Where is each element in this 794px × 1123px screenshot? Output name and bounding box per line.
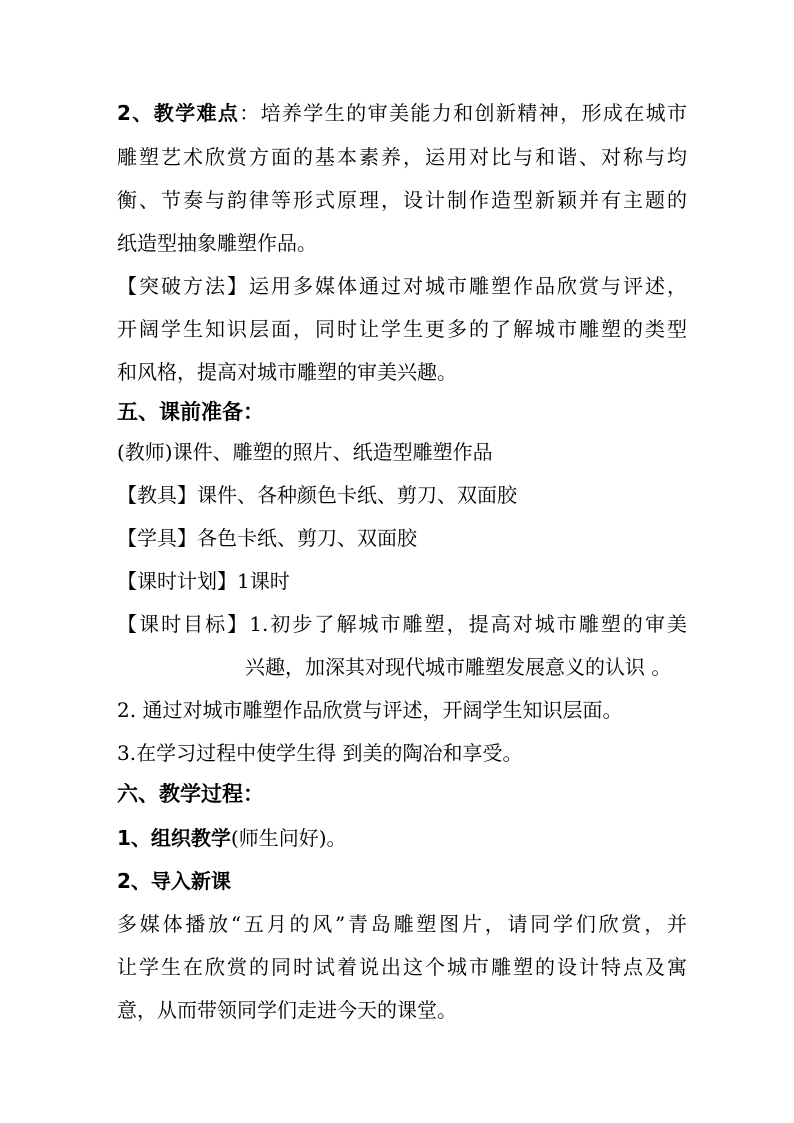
step-1-detail: (师生问好)。: [230, 826, 347, 850]
goals-line-1: 【课时目标】1.初步了解城市雕塑，提高对城市雕塑的审美: [117, 612, 687, 636]
difficulty-line-2: 雕塑艺术欣赏方面的基本素养，运用对比与和谐、对称与均: [117, 145, 687, 169]
difficulty-line-1: [117, 101, 687, 125]
breakthrough-line-1: 【突破方法】运用多媒体通过对城市雕塑作品欣赏与评述，: [117, 274, 687, 298]
preparation-item-schedule: 【课时计划】1课时: [117, 569, 290, 593]
step-2-line-2: 让学生在欣赏的同时试着说出这个城市雕塑的设计特点及寓: [117, 955, 687, 979]
step-2-line-1: 多媒体播放“五月的风”青岛雕塑图片，请同学们欣赏，并: [117, 912, 687, 936]
process-step-2: 2、导入新课: [117, 869, 231, 893]
goals-line-2: 兴趣，加深其对现代城市雕塑发展意义的认识 。: [245, 655, 672, 679]
process-step-1: [117, 826, 687, 850]
step-2-line-3: 意，从而带领同学们走进今天的课堂。: [117, 998, 457, 1022]
breakthrough-line-2: 开阔学生知识层面，同时让学生更多的了解城市雕塑的类型: [117, 317, 687, 341]
preparation-item-teaching-aids: 【教具】课件、各种颜色卡纸、剪刀、双面胶: [117, 483, 517, 507]
goal-2: 2. 通过对城市雕塑作品欣赏与评述，开阔学生知识层面。: [117, 698, 623, 722]
goal-3: 3.在学习过程中使学生得 到美的陶冶和享受。: [117, 741, 523, 765]
preparation-item-student-tools: 【学具】各色卡纸、剪刀、双面胶: [117, 526, 417, 550]
step-1-label: 1、组织教学: [117, 826, 231, 850]
difficulty-heading: 2、教学难点: [117, 101, 240, 125]
breakthrough-line-3: 和风格，提高对城市雕塑的审美兴趣。: [117, 360, 457, 384]
difficulty-line-4: 纸造型抽象雕塑作品。: [117, 231, 317, 255]
preparation-item-teacher: (教师)课件、雕塑的照片、纸造型雕塑作品: [117, 440, 493, 464]
difficulty-text-1: ：培养学生的审美能力和创新精神，形成在城市: [239, 101, 688, 125]
difficulty-line-3: 衡、节奏与韵律等形式原理，设计制作造型新颖并有主题的: [117, 188, 687, 212]
process-heading: 六、教学过程：: [117, 782, 264, 806]
preparation-heading: 五、课前准备：: [117, 400, 264, 424]
